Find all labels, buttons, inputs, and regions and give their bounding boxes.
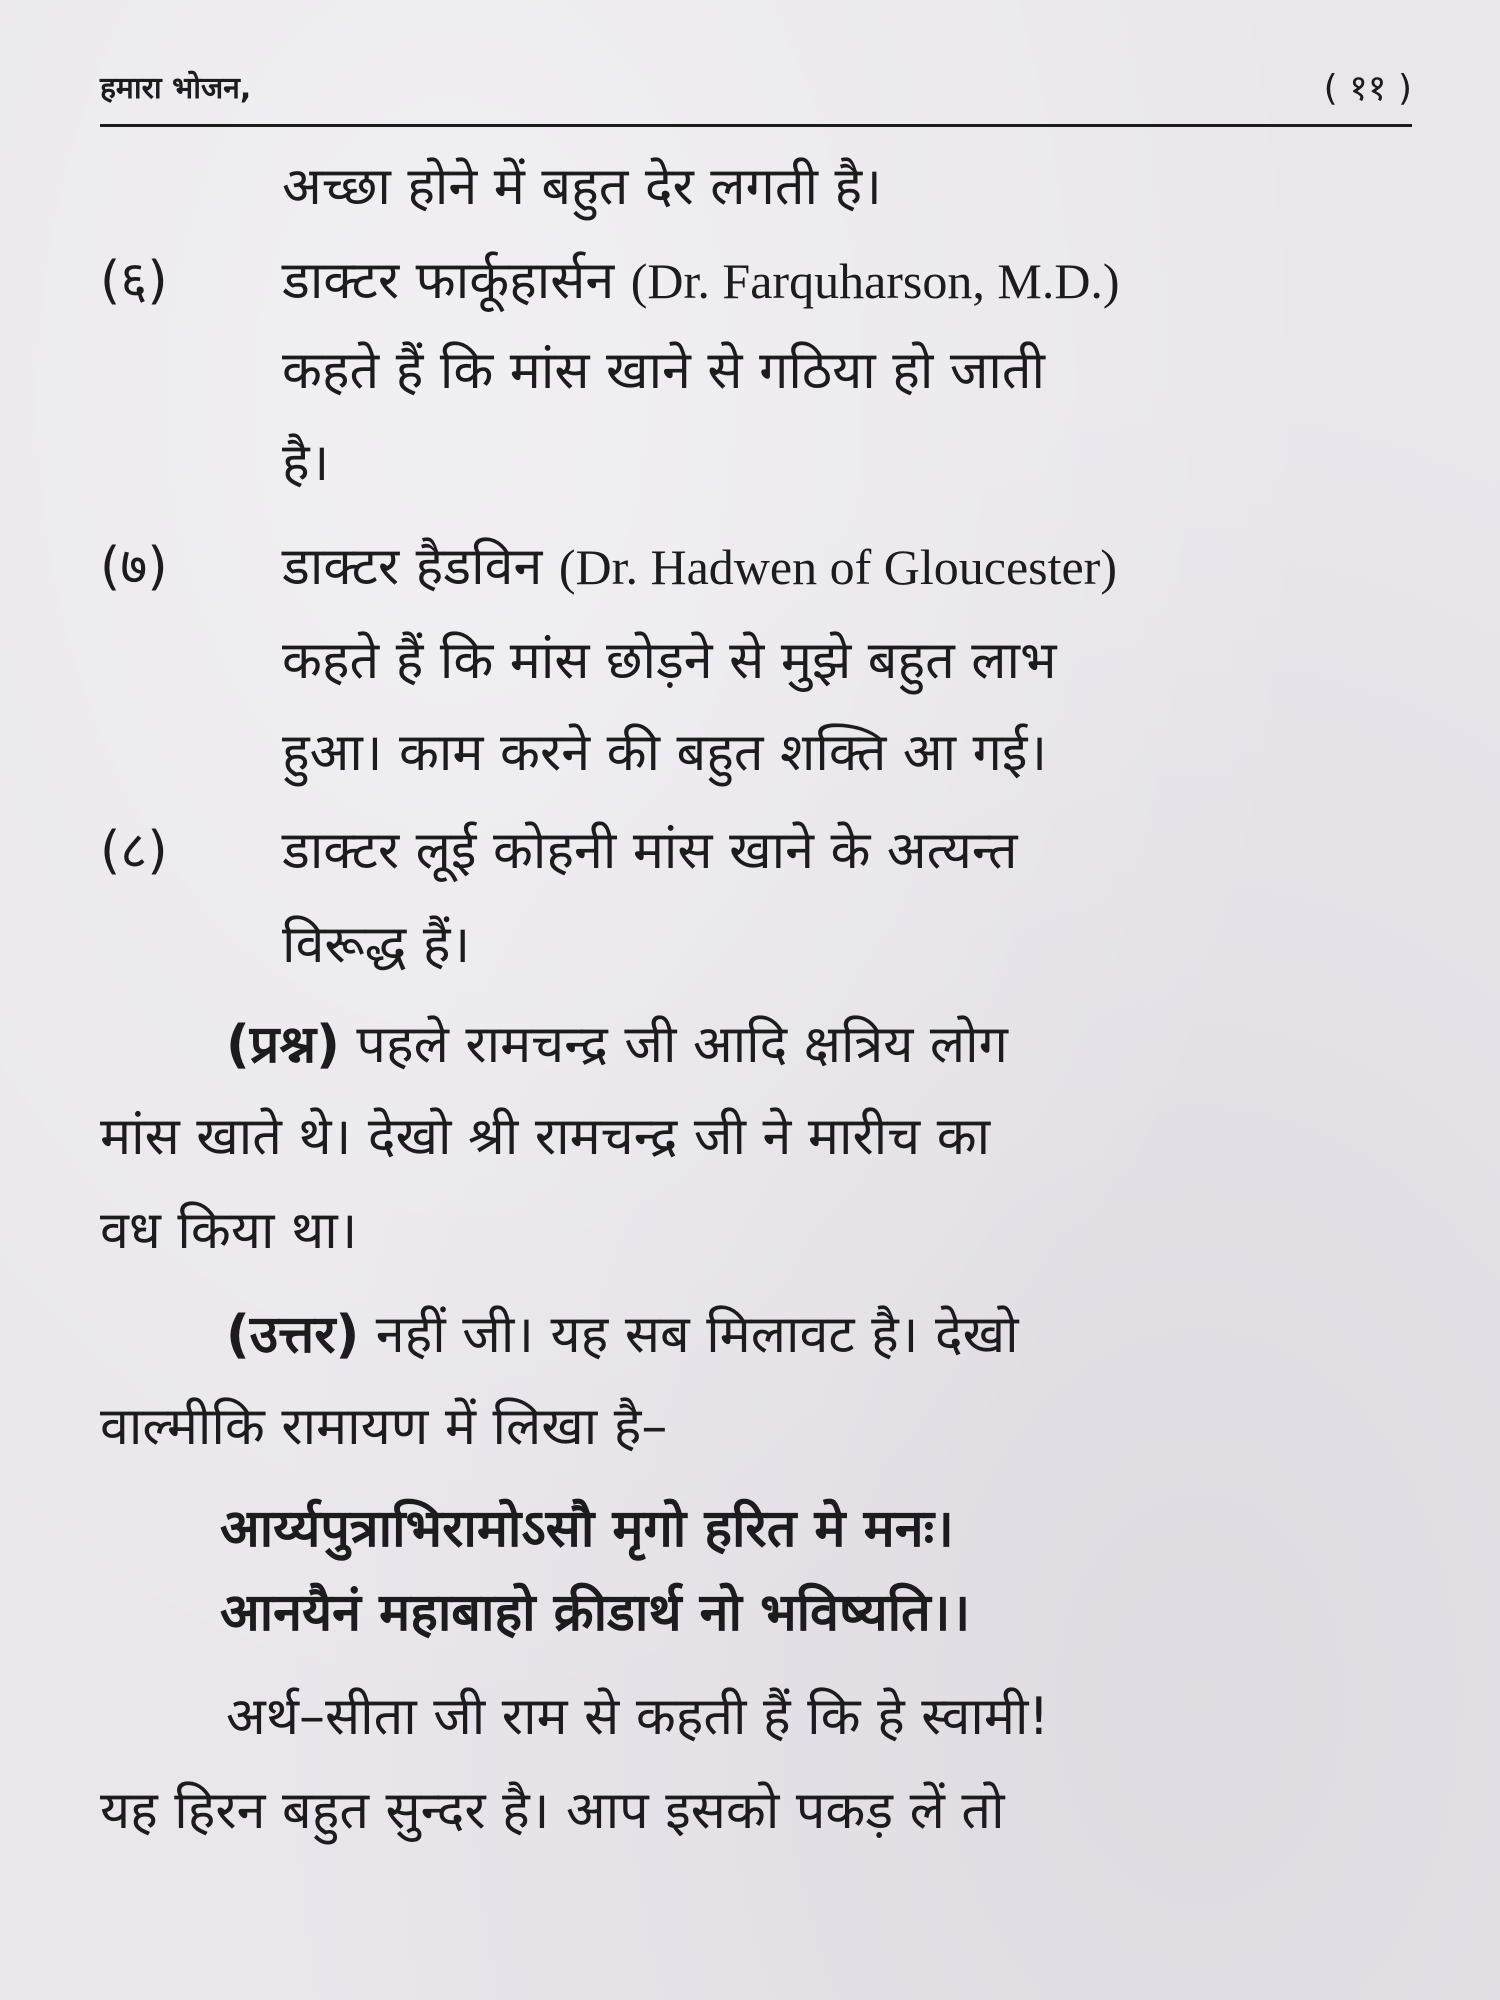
item-7-number: (७) [100,537,168,597]
verse-line-2: आनयैनं महाबाहो क्रीडार्थ नो भविष्यति।। [220,1583,971,1643]
answer-line-1 [226,1300,1019,1370]
answer-label: (उत्तर) [226,1305,360,1365]
question-line-2: मांस खाते थे। देखो श्री रामचन्द्र जी ने मारीच का [100,1107,991,1167]
item-8-line-2: विरूद्ध हैं। [282,915,471,975]
item-6-line-2: कहते हैं कि मांस खाने से गठिया हो जाती [282,341,1045,401]
running-title: हमारा भोजन, [100,71,252,106]
item-6-line-3: है। [282,433,330,493]
item-8-number: (८) [100,821,168,881]
answer-line-2: वाल्मीकि रामायण में लिखा है– [100,1397,668,1457]
item-6-heading [282,246,1120,316]
item-8-line-1: डाक्टर लूई कोहनी मांस खाने के अत्यन्त [282,821,1018,881]
item-7-latin-name: (Dr. Hadwen of Gloucester) [558,539,1117,595]
question-line-1 [226,1010,1008,1080]
meaning-line-1: अर्थ–सीता जी राम से कहती हैं कि हे स्वामी! [226,1687,1050,1747]
item-6-name: डाक्टर फार्कूहार्सन [282,251,615,311]
question-line-3: वध किया था। [100,1201,358,1261]
item-7-line-2: कहते हैं कि मांस छोड़ने से मुझे बहुत लाभ [282,631,1057,691]
question-label: (प्रश्न) [226,1015,340,1075]
item-6-latin-name: (Dr. Farquharson, M.D.) [630,253,1120,309]
question-text: पहले रामचन्द्र जी आदि क्षत्रिय लोग [356,1015,1008,1075]
item-7-heading [282,532,1117,602]
item-7-name: डाक्टर हैडविन [282,537,543,597]
meaning-line-2: यह हिरन बहुत सुन्दर है। आप इसको पकड़ लें तो [100,1781,1005,1841]
page-number: ( ११ ) [1323,68,1412,109]
item-6-number: (६) [100,251,168,311]
page-header [100,62,1412,127]
verse-line-1: आर्य्यपुत्राभिरामोऽसौ मृगो हरित मे मनः। [220,1499,954,1559]
item-7-line-3: हुआ। काम करने की बहुत शक्ति आ गई। [282,723,1048,783]
text-line-continuation: अच्छा होने में बहुत देर लगती है। [282,157,882,217]
answer-text: नहीं जी। यह सब मिलावट है। देखो [375,1305,1019,1365]
